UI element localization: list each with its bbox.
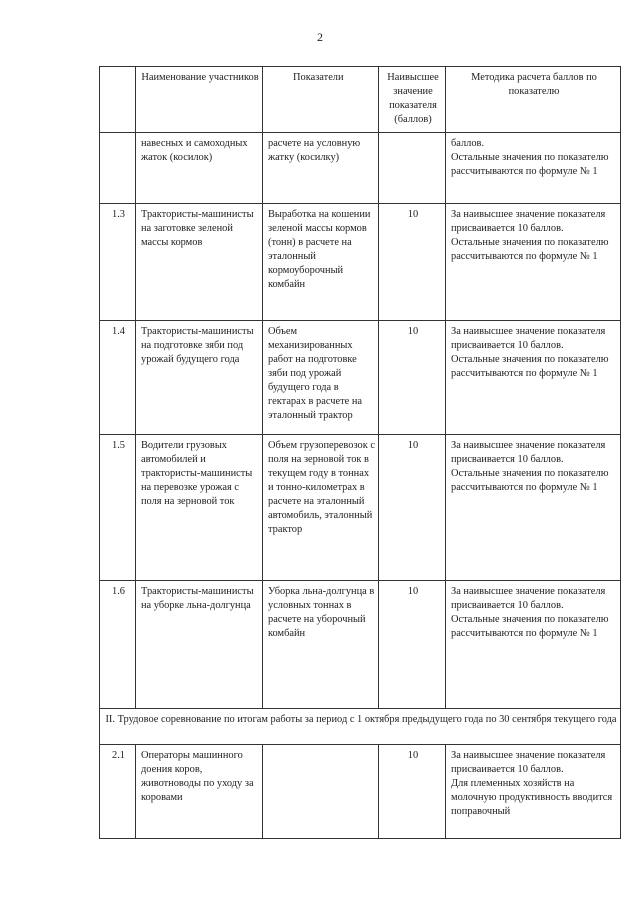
section-title: II. Трудовое соревнование по итогам работы за период с 1 октября предыдущего года по 30 сентября текущего года [100,709,621,745]
header-method: Методика расчета баллов по показателю [446,67,621,133]
table-row [100,581,621,709]
method-line: Для племенных хозяйств на молочную продуктивность вводится поправочный [451,777,613,817]
row-participants: Трактористы-машинисты на подготовке зяби под урожай будущего года [136,321,263,435]
table-row [100,321,621,435]
header-participants: Наименование участников [136,67,263,133]
section-row [100,709,621,745]
row-score: 10 [379,204,446,321]
method-line: За наивысшее значение показателя присваивается 10 баллов. [451,440,606,465]
row-indicators: Объем грузоперевозок с поля на зерновой ток в текущем году в тоннах и тонно-километрах в расчете на эталонный автомобиль, эталонный трактор [263,435,379,581]
method-line: За наивысшее значение показателя присваивается 10 баллов. [451,326,606,351]
method-line: Остальные значения по показателю рассчитываются по формуле № 1 [451,151,609,177]
row-num: 2.1 [100,745,136,839]
row-score: 10 [379,581,446,709]
row-score: 10 [379,321,446,435]
table-header-row [100,67,621,133]
row-num: 1.5 [100,435,136,581]
table-row [100,133,621,204]
row-indicators: Выработка на кошении зеленой массы кормов (тонн) в расчете на эталонный кормоуборочный комбайн [263,204,379,321]
row-indicators [263,745,379,839]
row-method [446,321,621,435]
row-participants: Операторы машинного доения коров, животноводы по уходу за коровами [136,745,263,839]
method-line: Остальные значения по показателю рассчитываются по формуле № 1 [451,613,609,639]
row-score: 10 [379,435,446,581]
row-indicators: Уборка льна-долгунца в условных тоннах в расчете на уборочный комбайн [263,581,379,709]
row-participants: Трактористы-машинисты на уборке льна-долгунца [136,581,263,709]
row-num: 1.4 [100,321,136,435]
method-line: За наивысшее значение показателя присваивается 10 баллов. [451,209,606,234]
table-row [100,204,621,321]
method-line: баллов. [451,138,485,149]
header-max-value: Наивысшее значение показателя (баллов) [379,67,446,133]
row-participants: Трактористы-машинисты на заготовке зеленой массы кормов [136,204,263,321]
method-line: Остальные значения по показателю рассчитываются по формуле № 1 [451,467,609,493]
row-num: 1.3 [100,204,136,321]
row-num: 1.6 [100,581,136,709]
row-score [379,133,446,204]
page-number: 2 [317,30,323,44]
row-indicators: расчете на условную жатку (косилку) [263,133,379,204]
criteria-table [99,66,621,839]
row-participants: навесных и самоходных жаток (косилок) [136,133,263,204]
row-num [100,133,136,204]
method-line: Остальные значения по показателю рассчитываются по формуле № 1 [451,353,609,379]
table-row [100,745,621,839]
row-method [446,581,621,709]
row-method [446,435,621,581]
header-num [100,67,136,133]
row-method [446,745,621,839]
header-indicators: Показатели [263,67,379,133]
method-line: За наивысшее значение показателя присваивается 10 баллов. [451,750,606,775]
row-method [446,204,621,321]
row-participants: Водители грузовых автомобилей и трактористы-машинисты на перевозке урожая с поля на зерновой ток [136,435,263,581]
table-row [100,435,621,581]
row-method [446,133,621,204]
row-score: 10 [379,745,446,839]
row-indicators: Объем механизированных работ на подготовке зяби под урожай будущего года в гектарах в расчете на эталонный трактор [263,321,379,435]
method-line: За наивысшее значение показателя присваивается 10 баллов. [451,586,606,611]
method-line: Остальные значения по показателю рассчитываются по формуле № 1 [451,236,609,262]
